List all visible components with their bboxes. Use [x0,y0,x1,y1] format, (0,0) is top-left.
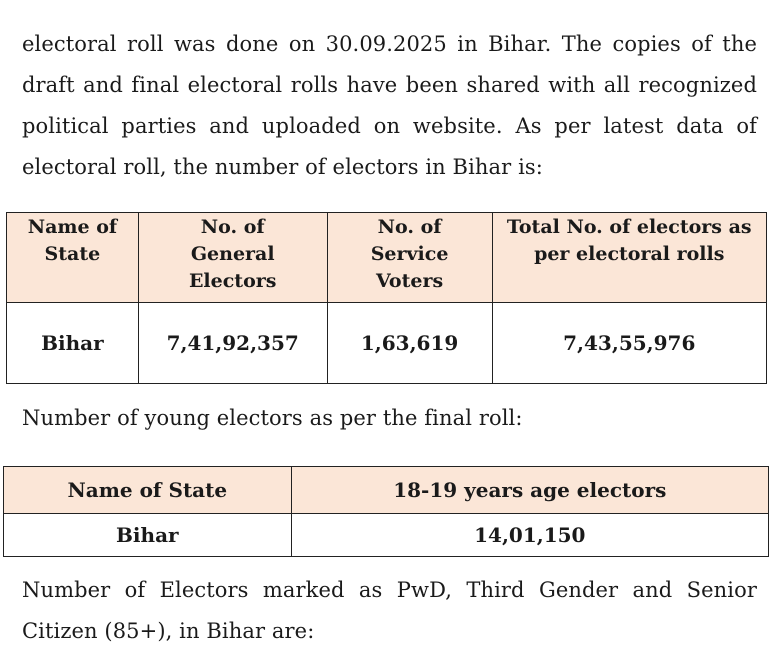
header-service-voters: No. of Service Voters [327,213,492,303]
electors-table [6,212,767,384]
cell-state: Bihar [4,514,292,557]
cell-service-voters: 1,63,619 [327,303,492,384]
header-name-of-state: Name of State [4,467,292,514]
young-table-header-row [4,467,769,514]
young-electors-table [3,466,769,557]
pwd-paragraph: Number of Electors marked as PwD, Third Gender and Senior Citizen (85+), in Bihar are: [22,578,757,643]
cell-state: Bihar [7,303,139,384]
young-electors-paragraph: Number of young electors as per the final roll: [22,406,523,430]
header-total-electors: Total No. of electors as per electoral rolls [492,213,766,303]
intro-paragraph: electoral roll was done on 30.09.2025 in Bihar. The copies of the draft and final electoral rolls have been shared with all recognized political parties and uploaded on website. As per latest data of electoral roll, the number of electors in Bihar is: [22,32,757,179]
cell-general-electors: 7,41,92,357 [138,303,327,384]
electors-table-header-row [7,213,767,303]
header-young-electors: 18-19 years age electors [291,467,768,514]
header-general-electors: No. of General Electors [138,213,327,303]
table-row [7,303,767,384]
cell-young-electors: 14,01,150 [291,514,768,557]
cell-total-electors: 7,43,55,976 [492,303,766,384]
table-row [4,514,769,557]
header-name-of-state: Name of State [7,213,139,303]
